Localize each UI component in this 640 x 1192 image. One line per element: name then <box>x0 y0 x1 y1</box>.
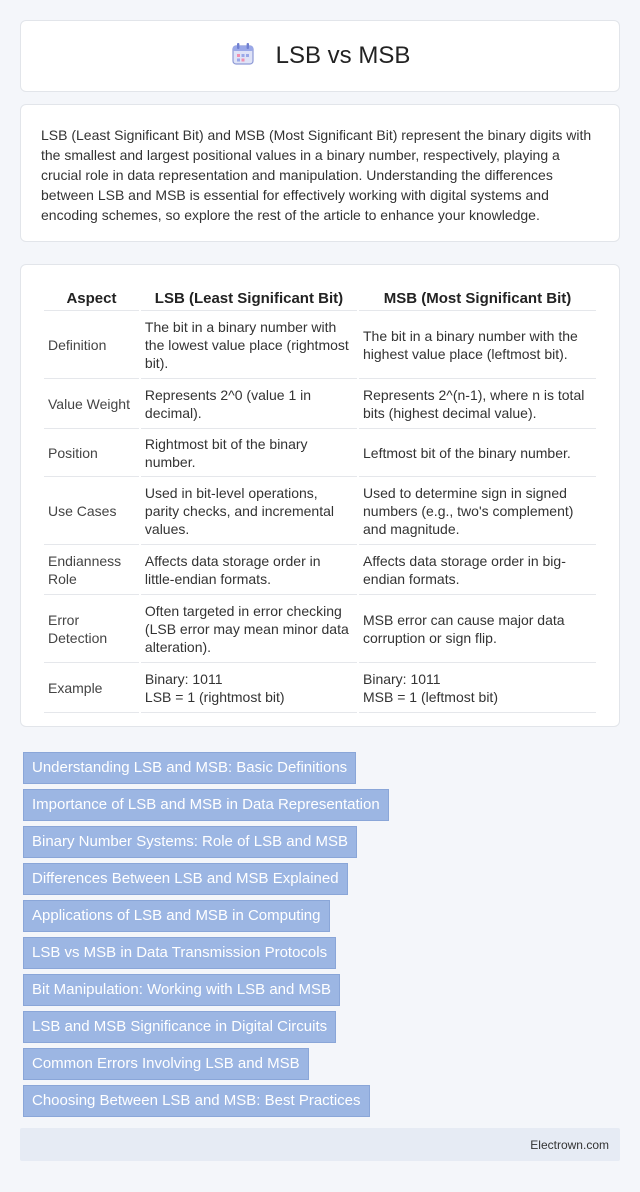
msb-cell: Represents 2^(n-1), where n is total bits (highest decimal value). <box>359 379 596 429</box>
aspect-cell: Use Cases <box>44 477 139 545</box>
header-card <box>20 20 620 92</box>
related-links <box>23 752 583 1122</box>
lsb-cell: Affects data storage order in little-endian formats. <box>141 545 357 595</box>
msb-cell: Leftmost bit of the binary number. <box>359 429 596 477</box>
msb-cell: The bit in a binary number with the highest value place (leftmost bit). <box>359 311 596 379</box>
aspect-cell: Endianness Role <box>44 545 139 595</box>
table-row <box>44 429 596 477</box>
related-link[interactable]: Understanding LSB and MSB: Basic Definitions <box>23 752 356 784</box>
aspect-cell: Error Detection <box>44 595 139 663</box>
table-row <box>44 595 596 663</box>
header-aspect: Aspect <box>44 283 139 311</box>
msb-cell: Affects data storage order in big-endian formats. <box>359 545 596 595</box>
msb-cell: Used to determine sign in signed numbers (e.g., two's complement) and magnitude. <box>359 477 596 545</box>
lsb-cell: Binary: 1011 LSB = 1 (rightmost bit) <box>141 663 357 713</box>
related-link[interactable]: LSB and MSB Significance in Digital Circuits <box>23 1011 336 1043</box>
lsb-cell: Represents 2^0 (value 1 in decimal). <box>141 379 357 429</box>
lsb-cell: The bit in a binary number with the lowest value place (rightmost bit). <box>141 311 357 379</box>
aspect-cell: Definition <box>44 311 139 379</box>
aspect-cell: Example <box>44 663 139 713</box>
msb-cell: MSB error can cause major data corruption or sign flip. <box>359 595 596 663</box>
aspect-cell: Position <box>44 429 139 477</box>
related-link[interactable]: Choosing Between LSB and MSB: Best Practices <box>23 1085 370 1117</box>
intro-card <box>20 104 620 242</box>
related-link[interactable]: Applications of LSB and MSB in Computing <box>23 900 330 932</box>
related-link[interactable]: LSB vs MSB in Data Transmission Protocols <box>23 937 336 969</box>
related-link[interactable]: Differences Between LSB and MSB Explained <box>23 863 348 895</box>
table-row <box>44 379 596 429</box>
related-link[interactable]: Binary Number Systems: Role of LSB and MSB <box>23 826 357 858</box>
related-link[interactable]: Common Errors Involving LSB and MSB <box>23 1048 309 1080</box>
table-row <box>44 477 596 545</box>
header-msb: MSB (Most Significant Bit) <box>359 283 596 311</box>
comparison-table-card <box>20 264 620 727</box>
footer-site-name[interactable]: Electrown.com <box>530 1137 609 1152</box>
related-link[interactable]: Bit Manipulation: Working with LSB and MSB <box>23 974 340 1006</box>
page-title: LSB vs MSB <box>275 42 411 69</box>
table-row <box>44 663 596 713</box>
calendar-icon <box>230 41 256 72</box>
aspect-cell: Value Weight <box>44 379 139 429</box>
lsb-cell: Often targeted in error checking (LSB error may mean minor data alteration). <box>141 595 357 663</box>
intro-text: LSB (Least Significant Bit) and MSB (Most Significant Bit) represent the binary digits with the smallest and largest positional values in a binary number, respectively, playing a crucial role in data representation and manipulation. Understanding the differences between LSB and MSB is essential for effectively working with digital systems and encoding schemes, so explore the rest of the article to enhance your knowledge. <box>41 127 592 223</box>
related-link[interactable]: Importance of LSB and MSB in Data Representation <box>23 789 389 821</box>
comparison-table <box>42 283 598 713</box>
footer <box>20 1128 620 1161</box>
table-row <box>44 545 596 595</box>
lsb-cell: Rightmost bit of the binary number. <box>141 429 357 477</box>
table-row <box>44 311 596 379</box>
table-header-row <box>44 283 596 311</box>
msb-cell: Binary: 1011 MSB = 1 (leftmost bit) <box>359 663 596 713</box>
lsb-cell: Used in bit-level operations, parity checks, and incremental values. <box>141 477 357 545</box>
header-lsb: LSB (Least Significant Bit) <box>141 283 357 311</box>
